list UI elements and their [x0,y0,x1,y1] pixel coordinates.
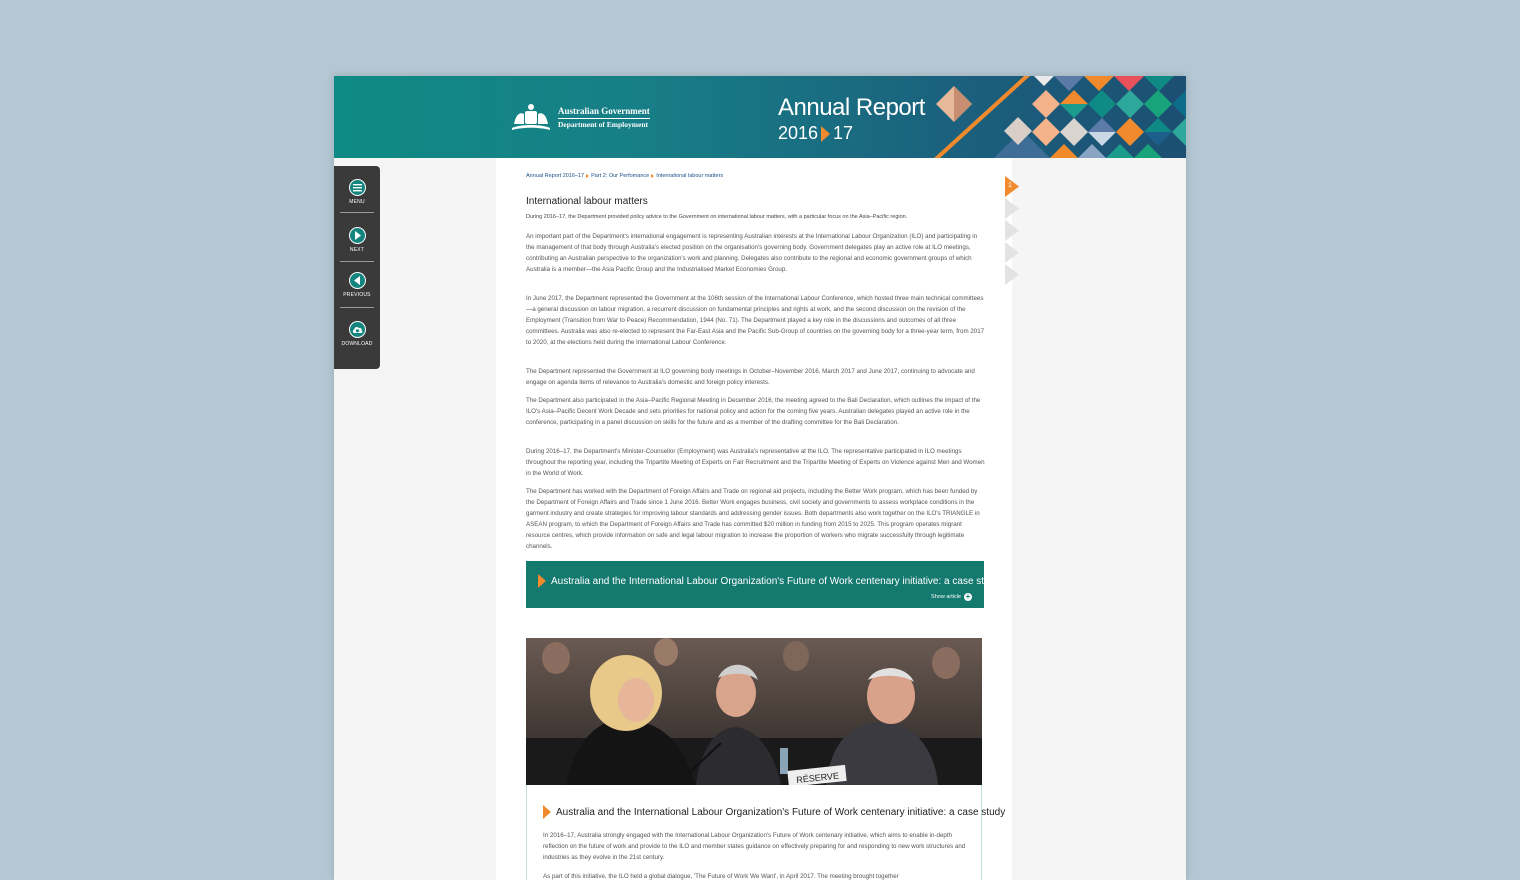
gov-line2: Department of Employment [558,120,648,130]
nav-divider [340,212,374,213]
case-study-detail-title: Australia and the International Labour Organization's Future of Work centenary initiative: a case study [556,806,1006,818]
side-navigation [334,166,380,369]
case-study-banner[interactable] [526,561,1001,608]
play-arrow-icon [538,574,546,588]
article-content [496,158,1012,880]
gov-line1: Australian Government [558,106,650,119]
page-tab[interactable] [1005,220,1019,241]
year-start: 2016 [778,123,819,143]
nav-previous-button[interactable] [334,272,380,298]
page-number: 1 [1008,182,1012,189]
case-study-photo [526,638,982,785]
nav-divider [340,307,374,308]
case-study-paragraph: In 2016–17, Australia strongly engaged with the International Labour Organization's Future of Work centenary initiative, which aims to enable in-depth reflection on the future of work and provide to the ILO and member states guidance on effectively preparing for and responding to new work structures and industries as they evolve in the 21st century. [543,832,966,861]
page-indicator [1005,176,1019,286]
nav-next-label: NEXT [349,247,365,253]
article-paragraph: The Department has worked with the Department of Foreign Affairs and Trade on regional aid projects, including the Better Work program, which has been funded by the Department of Foreign Affairs and Trade since 1 June 2016. Better Work engages business, civil society and governments to assess workplace conditions in the garment industry and create strategies for improving labour standards and addressing gender issues. Both departments also work together on the ILO's TRIANGLE in ASEAN program, to which the Department of Foreign Affairs and Trade has committed $20 million in funding from 2015 to 2025. This program operates migrant resource centres, which provide information on safe and legal labour migration to increase the proportion of workers who migrate successfully through legitimate channels. [526,488,980,550]
plus-circle-icon: + [965,592,971,601]
nav-download-label: DOWNLOAD [341,341,373,347]
reserve-sign: RÉSERVE [795,770,840,785]
article-paragraph: An important part of the Department's international engagement is representing Australian interests at the International Labour Organization (ILO) and participating in the management of that body through Australia's elected position on the organisation's governing body. Government delegates play an active role at ILO meetings, contributing an Australian perspective to the organization's work and planning. Delegates also contribute to the regional and economic government groups of which Australia is a member—the Asia Pacific Group and the Industrialised Market Economies Group. [526,233,978,273]
page-title: International labour matters [526,196,648,207]
play-arrow-icon [821,126,830,142]
article-paragraph: The Department also participated in the Asia–Pacific Regional Meeting in December 2016; the meeting agreed to the Bali Declaration, which outlines the impact of the ILO's Asia–Pacific Decent Work Decade and sets priorities for national policy and action for the coming five years. Australian delegates played an active role in the conference, participating in a panel discussion on skills for the future and as a member of the drafting committee for the Bali Declaration. [526,397,981,426]
government-logo[interactable] [510,102,650,134]
article-paragraph: During 2016–17, the Department's Minister-Counsellor (Employment) was Australia's representative at the ILO. The representative participated in ILO meetings throughout the reporting year, including the Tripartite Meeting of Experts on Fair Recruitment and the Tripartite Meeting of Experts on Violence against Men and Women in the World of Work. [526,448,985,477]
page-tab[interactable] [1005,198,1019,219]
report-header [334,76,1186,158]
breadcrumb-item[interactable]: Annual Report 2016–17 [526,173,585,179]
breadcrumb [526,173,723,179]
geometric-pattern [934,76,1186,158]
breadcrumb-separator-icon [586,174,589,178]
case-study-article [526,785,1006,880]
menu-icon [353,183,362,192]
show-article-button[interactable] [931,593,972,601]
year-end: 17 [833,123,854,143]
nav-previous-label: PREVIOUS [343,292,371,298]
report-title-text: Annual Report [778,94,925,121]
show-article-label: Show article [931,594,961,600]
nav-menu-button[interactable] [334,179,380,205]
breadcrumb-separator-icon [651,174,654,178]
play-arrow-icon [543,805,551,819]
cloud-download-icon [352,325,363,334]
nav-next-button[interactable] [334,227,380,253]
page-tab[interactable] [1005,264,1019,285]
article-intro: During 2016–17, the Department provided policy advice to the Government on international labour matters, with a particular focus on the Asia–Pacific region. [526,214,908,220]
chevron-left-icon [353,276,361,285]
nav-menu-label: MENU [349,199,365,205]
report-title [778,94,925,144]
coat-of-arms-icon [510,102,552,134]
page-tab-current[interactable] [1005,176,1019,197]
page-tab[interactable] [1005,242,1019,263]
article-paragraph: The Department represented the Government at ILO governing body meetings in October–November 2016, March 2017 and June 2017, continuing to advocate and engage on agenda items of relevance to Australia's domestic and foreign policy interests. [526,368,975,386]
breadcrumb-item-current[interactable]: International labour matters [656,173,724,179]
delegates-photo [526,638,982,785]
case-study-paragraph: As part of this initiative, the ILO held a global dialogue, 'The Future of Work We Want', in April 2017. The meeting brought together [543,873,899,880]
article-paragraph: In June 2017, the Department represented the Government at the 106th session of the International Labour Conference, which hosted three main technical committees—a general discussion on labour migration, a recurrent discussion on fundamental principles and rights at work, and the second discussion on the revision of the Employment (Transition from War to Peace) Recommendation, 1944 (No. 71). The Department played a key role in the discussions and outcomes of all three committees. Australia was also re-elected to represent the Far-East Asia and the Pacific Sub-Group of countries on the governing body for a three-year term, from 2017 to 2020, at the elections held during the International Labour Conference. [526,295,985,346]
breadcrumb-item[interactable]: Part 2: Our Perfomance [591,173,650,179]
nav-divider [340,261,374,262]
case-study-title: Australia and the International Labour Organization's Future of Work centenary initiative: a case study [551,575,1001,587]
nav-download-button[interactable] [334,321,380,347]
chevron-right-icon [354,231,362,240]
